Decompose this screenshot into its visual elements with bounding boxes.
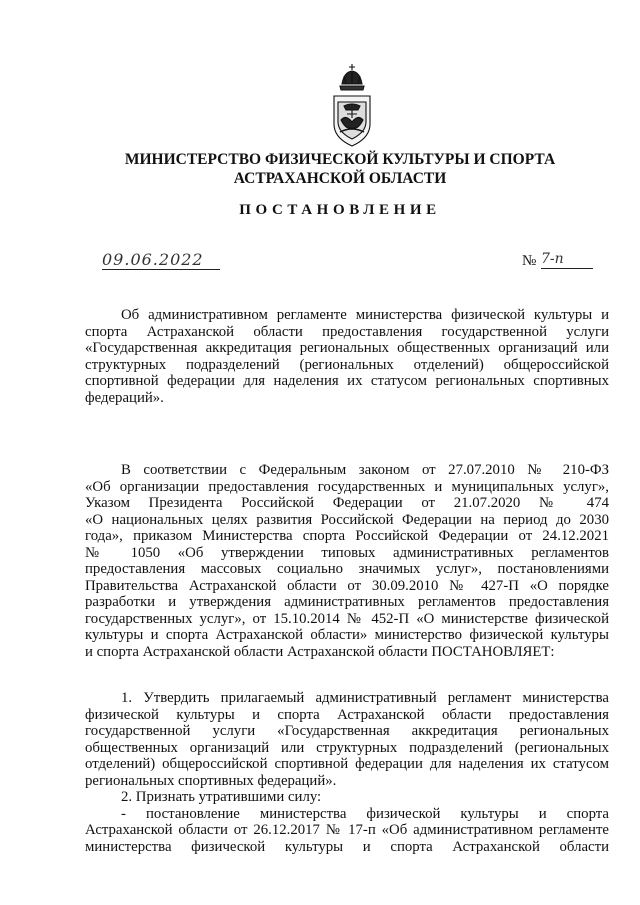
body-line: предоставления массовых социально значимых услуг», постановлениями: [85, 561, 609, 577]
body-line: государственных услуг», от 15.10.2014 № 452-П «О министерстве физической: [85, 610, 609, 627]
body-line: Правительства Астраханской области от 30.09.2010 № 427-П «О порядке: [85, 577, 609, 594]
body-line: культуры и спорта Астраханской области» министерство физической культуры: [85, 627, 609, 643]
body-line: «Об организации предоставления государственных и муниципальных услуг»,: [85, 478, 609, 495]
date-underline: [102, 269, 220, 270]
body-line: государственной услуги «Государственная аккредитация региональных: [85, 723, 609, 739]
subject-paragraph: [85, 307, 609, 406]
date-handwritten: 09.06.2022: [102, 250, 204, 269]
number-label: №: [522, 253, 537, 269]
document-type-heading: ПОСТАНОВЛЕНИЕ: [239, 202, 441, 218]
body-line: года», приказом Министерства спорта Российской Федерации от 24.12.2021: [85, 528, 609, 544]
ministry-title-line1: МИНИСТЕРСТВО ФИЗИЧЕСКОЙ КУЛЬТУРЫ И СПОРТА: [124, 151, 556, 168]
body-line: разработки и утверждения административных регламентов предоставления: [85, 594, 609, 610]
subject-line: «Государственная аккредитация региональных общественных организаций или: [85, 340, 609, 356]
document-date: [102, 250, 220, 272]
body-line: региональных спортивных федераций».: [85, 772, 337, 789]
ministry-title-line2: АСТРАХАНСКОЙ ОБЛАСТИ: [233, 170, 447, 187]
body-line: министерства физической культуры и спорта Астраханской области: [85, 838, 609, 855]
subject-line: спорта Астраханской области предоставления государственной услуги: [85, 323, 609, 340]
body-line: отделений) общероссийской спортивной федерации для наделения их статусом: [85, 756, 609, 772]
body-line: 2. Признать утратившими силу:: [121, 789, 322, 805]
body-line: 1. Утвердить прилагаемый административный регламент министерства: [121, 690, 609, 706]
number-handwritten: 7-п: [541, 251, 564, 267]
subject-line: Об административном регламенте министерства физической культуры и: [121, 307, 609, 323]
body-line: физической культуры и спорта Астраханской области предоставления: [85, 706, 609, 723]
subject-line: федераций».: [85, 389, 164, 406]
number-underline: [541, 268, 593, 269]
resolution-items: [85, 690, 609, 855]
body-line: В соответствии с Федеральным законом от 27.07.2010 № 210-ФЗ: [121, 462, 609, 478]
body-line: Указом Президента Российской Федерации от 21.07.2020 № 474: [85, 495, 609, 511]
subject-line: спортивной федерации для наделения их статусом региональных спортивных: [85, 373, 609, 389]
body-line: - постановление министерства физической культуры и спорта: [121, 805, 609, 822]
body-line: Астраханской области от 26.12.2017 № 17-п «Об административном регламенте: [85, 822, 609, 838]
body-line: «О национальных целях развития Российской Федерации на период до 2030: [85, 511, 609, 528]
body-line: и спорта Астраханской области Астраханской области ПОСТАНОВЛЯЕТ:: [85, 643, 555, 660]
body-line: общественных организаций или структурных подразделений (региональных: [85, 739, 609, 756]
subject-line: структурных подразделений (региональных отделений) общероссийской: [85, 356, 609, 373]
document-number: [541, 250, 601, 272]
coat-of-arms-icon: [330, 62, 374, 152]
body-line: № 1050 «Об утверждении типовых административных регламентов: [85, 544, 609, 561]
preamble-paragraph: [85, 462, 609, 660]
